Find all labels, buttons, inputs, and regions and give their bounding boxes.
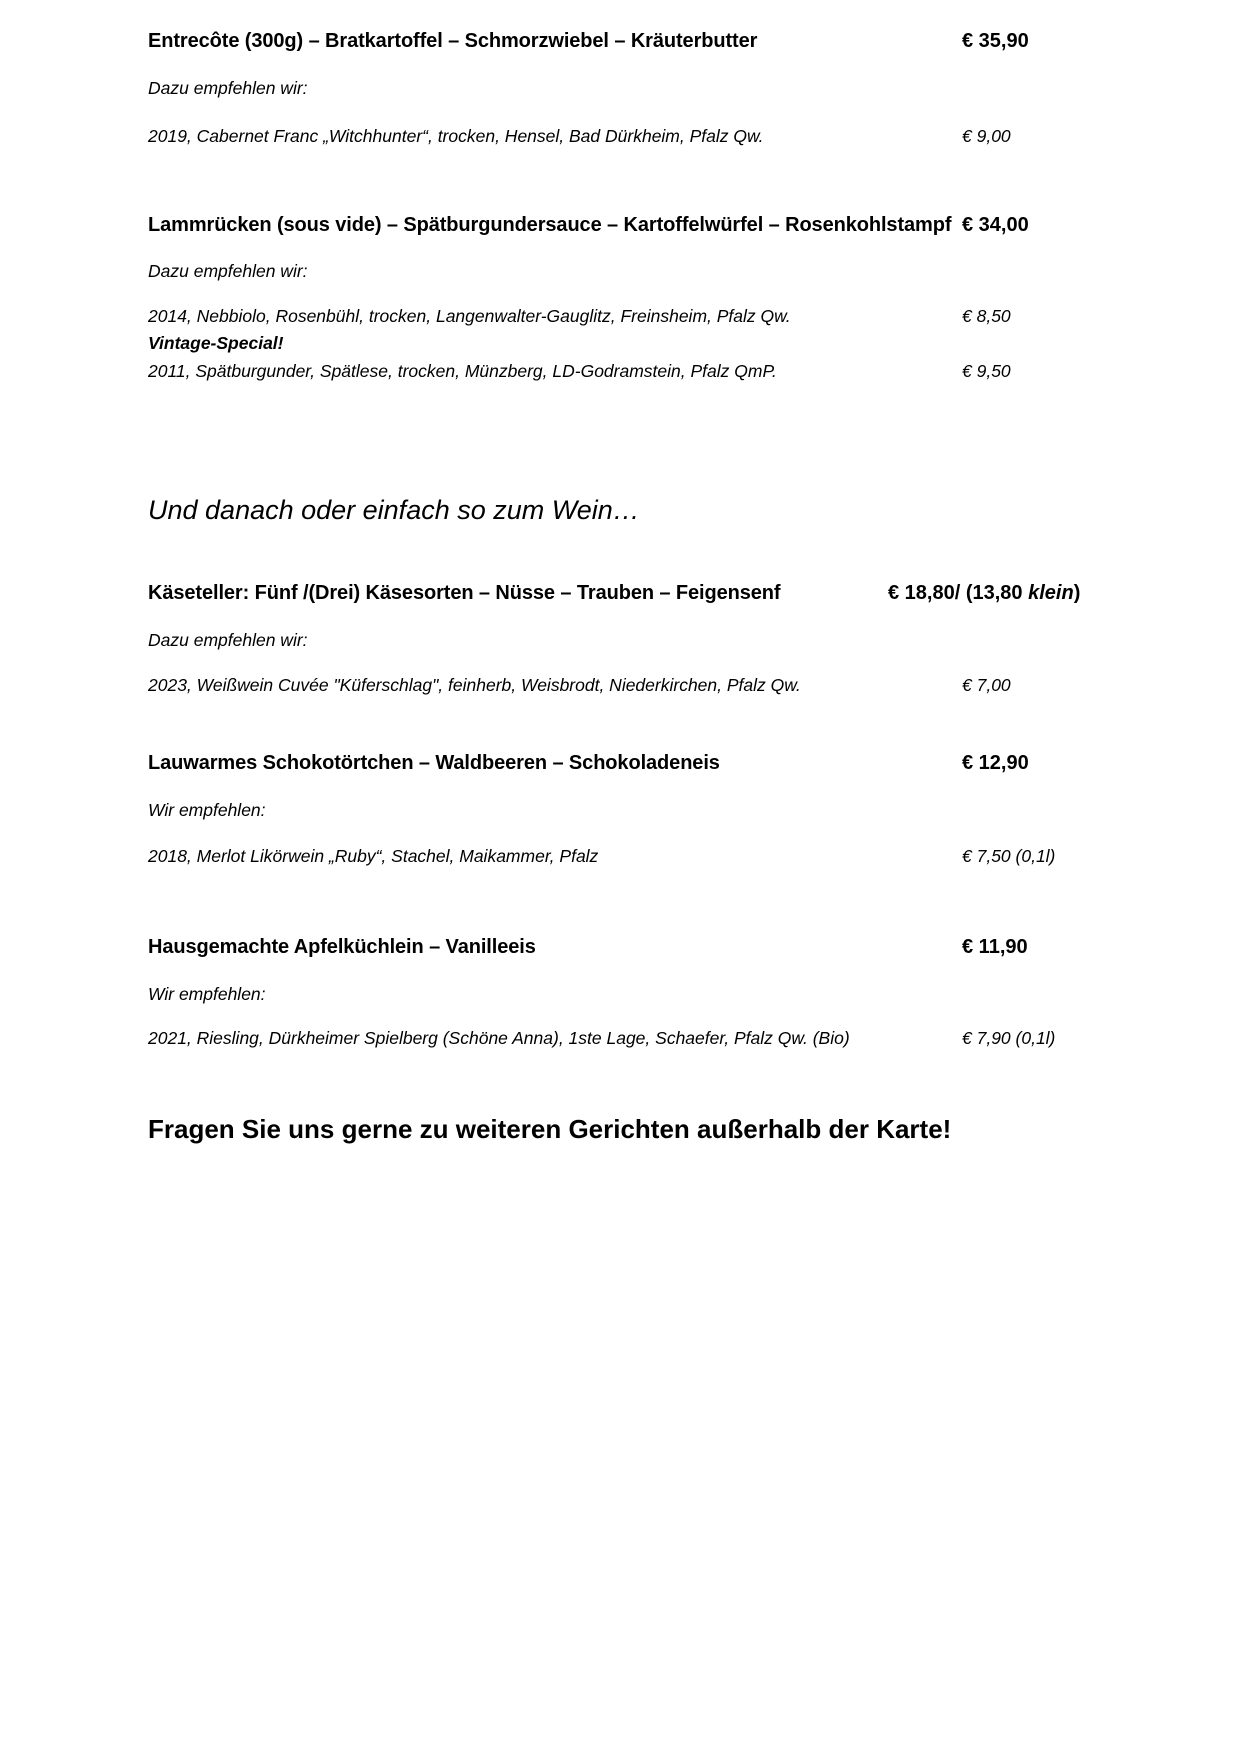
wine-price: € 8,50 [962,306,1011,326]
section-heading: Und danach oder einfach so zum Wein… [148,495,640,525]
price-close: ) [1073,582,1081,604]
dish-kaese-price [888,582,1080,605]
wine-item: 2011, Spätburgunder, Spätlese, trocken, Münzberg, LD-Godramstein, Pfalz QmP. [148,361,777,381]
dish-apfel: Hausgemachte Apfelküchlein – Vanilleeis [148,936,536,958]
dish-kaese: Käseteller: Fünf /(Drei) Käsesorten – Nüsse – Trauben – Feigensenf [148,582,781,604]
dish-entrecote: Entrecôte (300g) – Bratkartoffel – Schmorzwiebel – Kräuterbutter [148,30,758,52]
price-small-word: klein [1028,582,1074,604]
wine-price: € 9,00 [962,126,1011,146]
dish-schoko: Lauwarmes Schokotörtchen – Waldbeeren – Schokoladeneis [148,752,720,774]
wine-price: € 7,50 (0,1l) [962,846,1056,866]
dish-schoko-price: € 12,90 [962,752,1029,774]
wine-item: 2023, Weißwein Cuvée "Küferschlag", feinherb, Weisbrodt, Niederkirchen, Pfalz Qw. [148,675,801,695]
wine-item: 2018, Merlot Likörwein „Ruby“, Stachel, Maikammer, Pfalz [148,846,599,866]
footer-note: Fragen Sie uns gerne zu weiteren Gerichten außerhalb der Karte! [148,1114,952,1144]
recommendation-label: Dazu empfehlen wir: [148,78,308,98]
recommendation-label: Dazu empfehlen wir: [148,630,308,650]
recommendation-label: Wir empfehlen: [148,984,266,1004]
wine-item: 2014, Nebbiolo, Rosenbühl, trocken, Langenwalter-Gauglitz, Freinsheim, Pfalz Qw. [148,306,791,326]
wine-price: € 7,90 (0,1l) [962,1028,1056,1048]
price-main: € 18,80/ (13,80 [888,582,1029,604]
vintage-special-label: Vintage-Special! [148,333,284,353]
wine-item: 2019, Cabernet Franc „Witchhunter“, trocken, Hensel, Bad Dürkheim, Pfalz Qw. [148,126,764,146]
wine-price: € 9,50 [962,361,1011,381]
recommendation-label: Dazu empfehlen wir: [148,261,308,281]
dish-lamm: Lammrücken (sous vide) – Spätburgundersauce – Kartoffelwürfel – Rosenkohlstampf [148,214,952,236]
dish-lamm-price: € 34,00 [962,214,1029,236]
recommendation-label: Wir empfehlen: [148,800,266,820]
wine-price: € 7,00 [962,675,1011,695]
dish-apfel-price: € 11,90 [962,936,1028,958]
dish-entrecote-price: € 35,90 [962,30,1029,52]
wine-item: 2021, Riesling, Dürkheimer Spielberg (Schöne Anna), 1ste Lage, Schaefer, Pfalz Qw. (Bio) [148,1028,850,1048]
